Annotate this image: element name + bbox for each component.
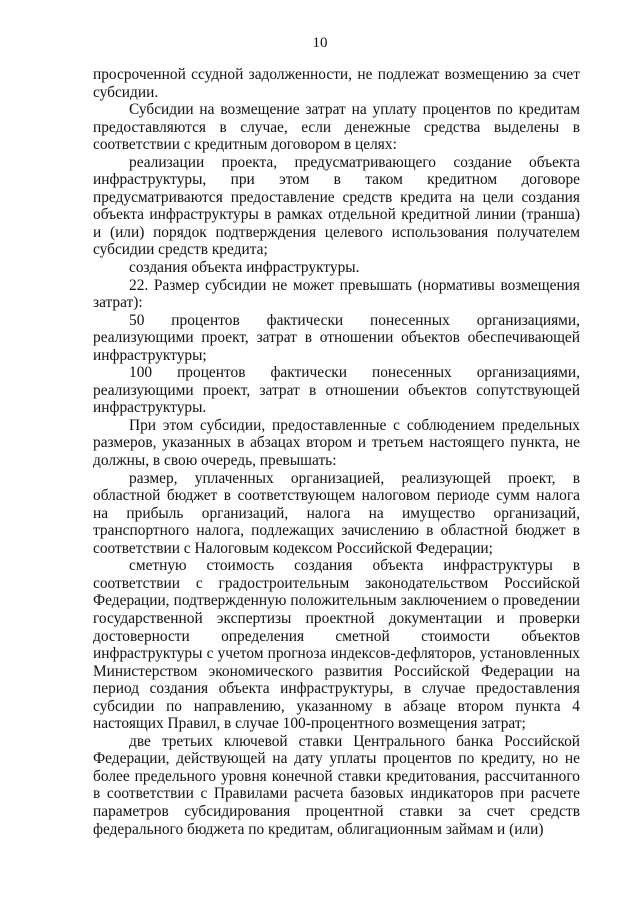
paragraph-10: сметную стоимость создания объекта инфраструктуры в соответствии с градостроительным законодательством Российской Федерации, подтвержденную положительным заключением о проведении государственной экспертизы проектной документации и проверки достоверности определения сметной стоимости объектов инфраструктуры с учетом прогноза индексов-дефляторов, установленных Министерством экономического развития Российской Федерации на период создания объекта инфраструктуры, в случае предоставления субсидии по направлению, указанному в абзаце втором пункта 4 настоящих Правил, в случае 100-процентного возмещения затрат; — [93, 557, 580, 733]
paragraph-7: 100 процентов фактически понесенных организациями, реализующими проект, затрат в отношении объектов сопутствующей инфраструктуры. — [93, 364, 580, 417]
paragraph-8: При этом субсидии, предоставленные с соблюдением предельных размеров, указанных в абзацах втором и третьем настоящего пункта, не должны, в свою очередь, превышать: — [93, 416, 580, 470]
paragraph-5: 22. Размер субсидии не может превышать (нормативы возмещения затрат): — [93, 276, 580, 312]
paragraph-4: создания объекта инфраструктуры. — [129, 259, 360, 277]
paragraph-1: просроченной ссудной задолженности, не подлежат возмещению за счет субсидии. — [93, 66, 580, 101]
page-number: 10 — [312, 35, 328, 51]
paragraph-9: размер, уплаченных организацией, реализующей проект, в областной бюджет в соответствующем налоговом периоде сумм налога на прибыль организаций, налога на имущество организаций, транспортного налога, подлежащих зачислению в областной бюджет в соответствии с Налоговым кодексом Российской Федерации; — [93, 469, 580, 557]
paragraph-11: две третьих ключевой ставки Центрального банка Российской Федерации, действующей на дату уплаты процентов по кредиту, но не более предельного уровня конечной ставки кредитования, рассчитанного в соответствии с Правилами расчета базовых индикаторов при расчете параметров субсидирования процентной ставки за счет средств федерального бюджета по кредитам, облигационным займам и (или) — [93, 732, 580, 838]
document-body — [93, 66, 580, 838]
paragraph-2: Субсидии на возмещение затрат на уплату процентов по кредитам предоставляются в случае, если денежные средства выделены в соответствии с кредитным договором в целях: — [93, 101, 580, 154]
paragraph-6: 50 процентов фактически понесенных организациями, реализующими проект, затрат в отношении объектов обеспечивающей инфраструктуры; — [93, 311, 580, 364]
paragraph-3: реализации проекта, предусматривающего создание объекта инфраструктуры, при этом в таком кредитном договоре предусматриваются предоставление средств кредита на цели создания объекта инфраструктуры в рамках отдельной кредитной линии (транша) и (или) порядок подтверждения целевого использования получателем субсидии средств кредита; — [93, 153, 580, 259]
